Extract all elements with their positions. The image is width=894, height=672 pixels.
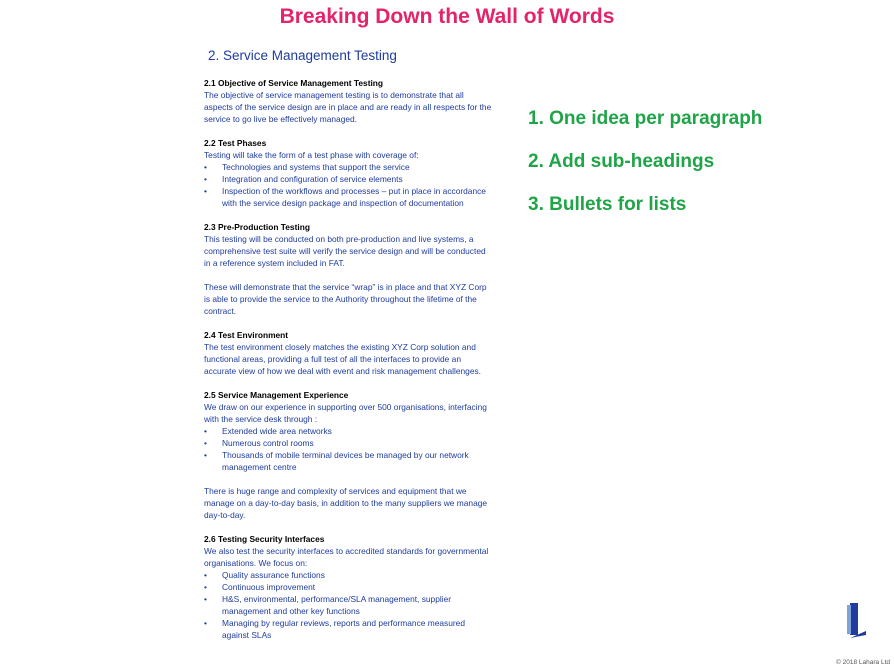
bullet-item: • Managing by regular reviews, reports and performance measured against SLAs	[204, 617, 494, 641]
section-heading: 2.3 Pre-Production Testing	[204, 222, 310, 232]
section-heading: 2.1 Objective of Service Management Testing	[204, 78, 384, 88]
section-2-6	[204, 533, 494, 641]
bullet-item: • Thousands of mobile terminal devices be managed by our network management centre	[204, 449, 494, 473]
bullet-item: • Numerous control rooms	[204, 437, 494, 449]
paragraph: There is huge range and complexity of services and equipment that we manage on a day-to-day basis, in addition to the many suppliers we manage day-to-day.	[204, 486, 488, 520]
bullet-item: • Continuous improvement	[204, 581, 494, 593]
document-title: 2. Service Management Testing	[208, 48, 397, 63]
paragraph: We draw on our experience in supporting over 500 organisations, interfacing with the service desk through :	[204, 402, 487, 424]
copyright-notice: © 2018 Lahara Ltd	[836, 659, 890, 666]
bullet-item: • Integration and configuration of service elements	[204, 173, 494, 185]
tip-bullets: 3. Bullets for lists	[528, 194, 687, 215]
bullet-item: • Extended wide area networks	[204, 425, 494, 437]
paragraph: The test environment closely matches the existing XYZ Corp solution and functional areas, providing a full test of all the interfaces to provide an accurate view of how we deal with event and risk management challenges.	[204, 342, 481, 376]
bullet-list	[204, 569, 494, 641]
paragraph: We also test the security interfaces to accredited standards for governmental organisations. We focus on:	[204, 546, 489, 568]
bullet-item: • Technologies and systems that support the service	[204, 161, 494, 173]
paragraph: These will demonstrate that the service “wrap” is in place and that XYZ Corp is able to provide the service to the Authority throughout the lifetime of the contract.	[204, 282, 487, 316]
paragraph: Testing will take the form of a test phase with coverage of:	[204, 150, 419, 160]
section-heading: 2.6 Testing Security Interfaces	[204, 534, 325, 544]
tip-one-idea: 1. One idea per paragraph	[528, 108, 763, 129]
paragraph: This testing will be conducted on both pre-production and live systems, a comprehensive test suite will verify the service design and will be conducted in a reference system included in FAT.	[204, 234, 486, 268]
bullet-list	[204, 161, 494, 209]
section-2-2	[204, 137, 494, 209]
bullet-item: • Quality assurance functions	[204, 569, 494, 581]
section-2-1	[204, 77, 494, 125]
document-excerpt	[204, 48, 494, 653]
section-2-3	[204, 221, 494, 317]
slide-title: Breaking Down the Wall of Words	[279, 5, 615, 28]
tips-list	[528, 107, 762, 236]
lahara-logo-icon	[846, 602, 866, 638]
bullet-item: • Inspection of the workflows and processes – put in place in accordance with the service design package and inspection of documentation	[204, 185, 494, 209]
section-2-5	[204, 389, 494, 521]
section-heading: 2.4 Test Environment	[204, 330, 289, 340]
tip-sub-headings: 2. Add sub-headings	[528, 151, 715, 172]
section-heading: 2.5 Service Management Experience	[204, 390, 349, 400]
bullet-list	[204, 425, 494, 473]
paragraph: The objective of service management testing is to demonstrate that all aspects of the service design are in place and are ready in all respects for the service to go live be effectively managed.	[204, 90, 492, 124]
bullet-item: • H&S, environmental, performance/SLA management, supplier management and other key functions	[204, 593, 494, 617]
section-2-4	[204, 329, 494, 377]
section-heading: 2.2 Test Phases	[204, 138, 267, 148]
